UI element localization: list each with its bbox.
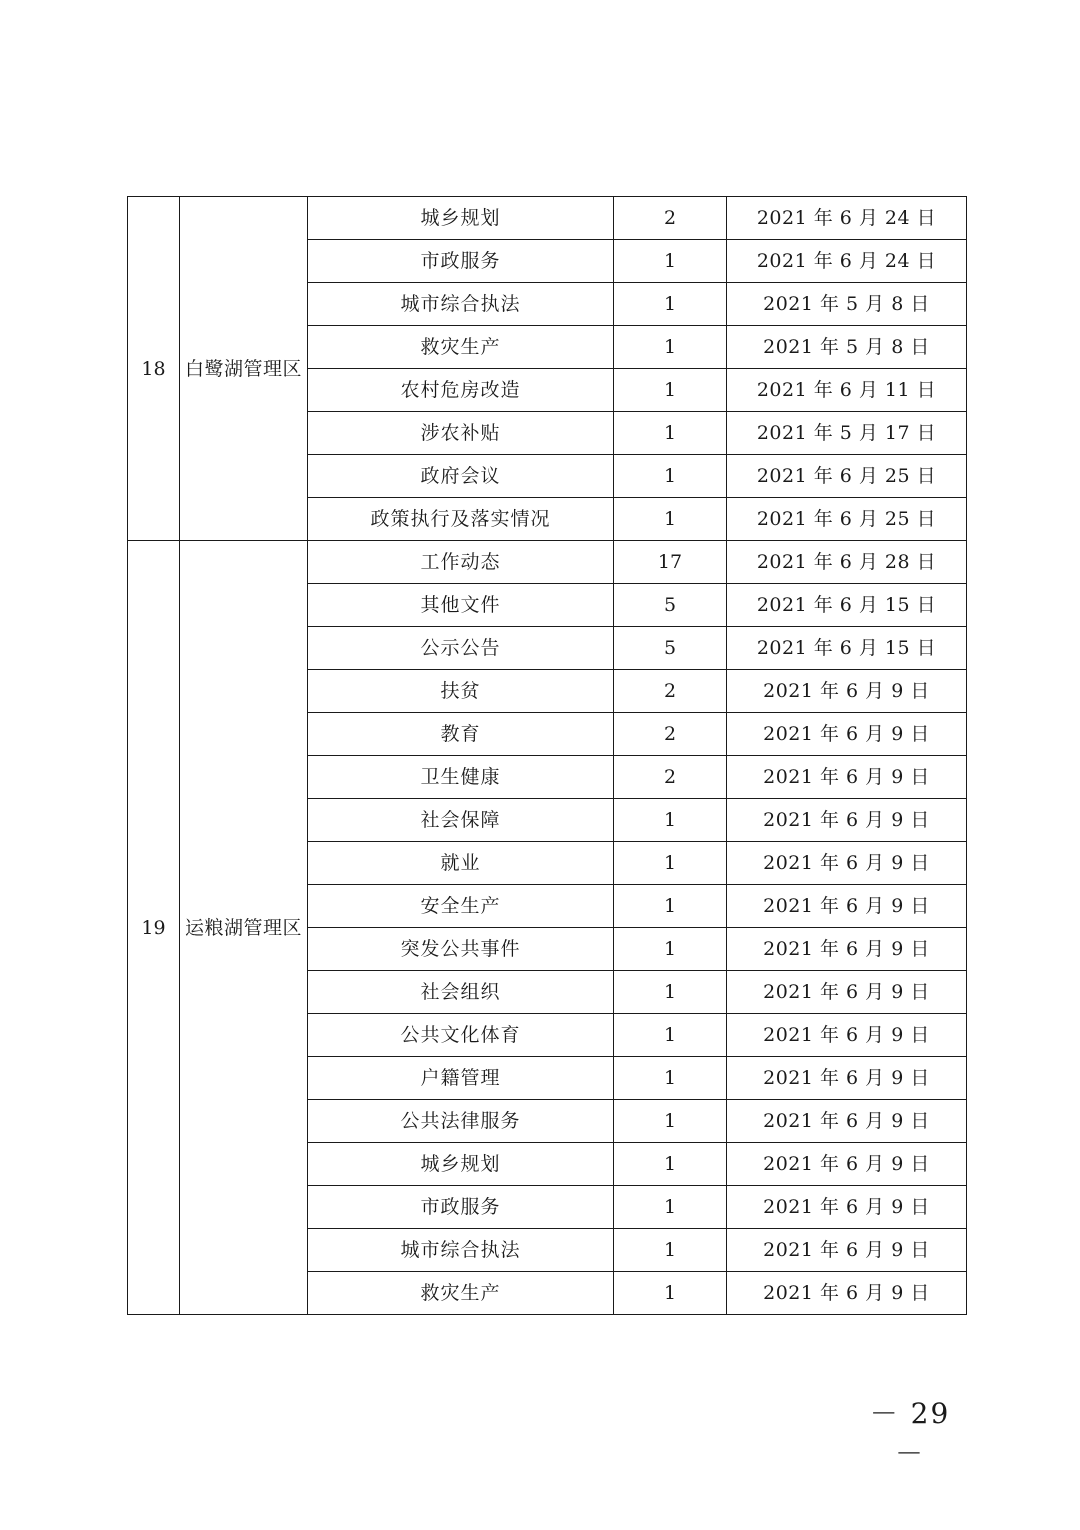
category-cell: 户籍管理 [308, 1057, 614, 1100]
table-row [128, 541, 967, 584]
date-cell: 2021 年 6 月 9 日 [727, 756, 967, 799]
date-cell: 2021 年 6 月 28 日 [727, 541, 967, 584]
count-cell: 5 [614, 584, 727, 627]
date-cell: 2021 年 6 月 9 日 [727, 799, 967, 842]
date-cell: 2021 年 6 月 9 日 [727, 1014, 967, 1057]
date-cell: 2021 年 6 月 9 日 [727, 928, 967, 971]
group-area-cell: 白鹭湖管理区 [180, 197, 308, 541]
count-cell: 2 [614, 197, 727, 240]
category-cell: 社会保障 [308, 799, 614, 842]
category-cell: 农村危房改造 [308, 369, 614, 412]
table-body [128, 197, 967, 1315]
count-cell: 1 [614, 1229, 727, 1272]
category-cell: 扶贫 [308, 670, 614, 713]
group-number-cell: 19 [128, 541, 180, 1315]
count-cell: 2 [614, 670, 727, 713]
category-cell: 政策执行及落实情况 [308, 498, 614, 541]
category-cell: 就业 [308, 842, 614, 885]
date-cell: 2021 年 6 月 24 日 [727, 240, 967, 283]
count-cell: 1 [614, 326, 727, 369]
category-cell: 救灾生产 [308, 326, 614, 369]
category-cell: 其他文件 [308, 584, 614, 627]
date-cell: 2021 年 6 月 9 日 [727, 713, 967, 756]
category-cell: 城乡规划 [308, 1143, 614, 1186]
count-cell: 1 [614, 1014, 727, 1057]
date-cell: 2021 年 5 月 8 日 [727, 283, 967, 326]
count-cell: 1 [614, 1057, 727, 1100]
table-row [128, 197, 967, 240]
category-cell: 城乡规划 [308, 197, 614, 240]
date-cell: 2021 年 6 月 9 日 [727, 1143, 967, 1186]
count-cell: 1 [614, 283, 727, 326]
category-cell: 救灾生产 [308, 1272, 614, 1315]
category-cell: 突发公共事件 [308, 928, 614, 971]
count-cell: 1 [614, 1143, 727, 1186]
date-cell: 2021 年 6 月 25 日 [727, 455, 967, 498]
date-cell: 2021 年 6 月 9 日 [727, 1229, 967, 1272]
count-cell: 1 [614, 1100, 727, 1143]
count-cell: 1 [614, 971, 727, 1014]
date-cell: 2021 年 6 月 9 日 [727, 885, 967, 928]
category-cell: 卫生健康 [308, 756, 614, 799]
page-number: － 29 － [869, 1397, 951, 1470]
count-cell: 1 [614, 412, 727, 455]
category-cell: 社会组织 [308, 971, 614, 1014]
category-cell: 政府会议 [308, 455, 614, 498]
group-area-cell: 运粮湖管理区 [180, 541, 308, 1315]
count-cell: 1 [614, 455, 727, 498]
category-cell: 公共法律服务 [308, 1100, 614, 1143]
group-number-cell: 18 [128, 197, 180, 541]
count-cell: 1 [614, 799, 727, 842]
count-cell: 2 [614, 713, 727, 756]
date-cell: 2021 年 5 月 8 日 [727, 326, 967, 369]
count-cell: 1 [614, 885, 727, 928]
count-cell: 1 [614, 1272, 727, 1315]
date-cell: 2021 年 6 月 9 日 [727, 670, 967, 713]
disclosure-table [127, 196, 967, 1315]
count-cell: 1 [614, 498, 727, 541]
date-cell: 2021 年 6 月 24 日 [727, 197, 967, 240]
date-cell: 2021 年 6 月 11 日 [727, 369, 967, 412]
category-cell: 工作动态 [308, 541, 614, 584]
date-cell: 2021 年 6 月 15 日 [727, 584, 967, 627]
date-cell: 2021 年 6 月 15 日 [727, 627, 967, 670]
date-cell: 2021 年 6 月 9 日 [727, 1272, 967, 1315]
count-cell: 5 [614, 627, 727, 670]
date-cell: 2021 年 5 月 17 日 [727, 412, 967, 455]
count-cell: 1 [614, 240, 727, 283]
date-cell: 2021 年 6 月 9 日 [727, 1100, 967, 1143]
count-cell: 17 [614, 541, 727, 584]
category-cell: 城市综合执法 [308, 283, 614, 326]
category-cell: 市政服务 [308, 240, 614, 283]
date-cell: 2021 年 6 月 9 日 [727, 842, 967, 885]
category-cell: 市政服务 [308, 1186, 614, 1229]
category-cell: 涉农补贴 [308, 412, 614, 455]
count-cell: 1 [614, 369, 727, 412]
count-cell: 2 [614, 756, 727, 799]
category-cell: 城市综合执法 [308, 1229, 614, 1272]
category-cell: 安全生产 [308, 885, 614, 928]
count-cell: 1 [614, 928, 727, 971]
date-cell: 2021 年 6 月 25 日 [727, 498, 967, 541]
date-cell: 2021 年 6 月 9 日 [727, 1057, 967, 1100]
count-cell: 1 [614, 842, 727, 885]
count-cell: 1 [614, 1186, 727, 1229]
category-cell: 公共文化体育 [308, 1014, 614, 1057]
category-cell: 教育 [308, 713, 614, 756]
date-cell: 2021 年 6 月 9 日 [727, 1186, 967, 1229]
date-cell: 2021 年 6 月 9 日 [727, 971, 967, 1014]
category-cell: 公示公告 [308, 627, 614, 670]
